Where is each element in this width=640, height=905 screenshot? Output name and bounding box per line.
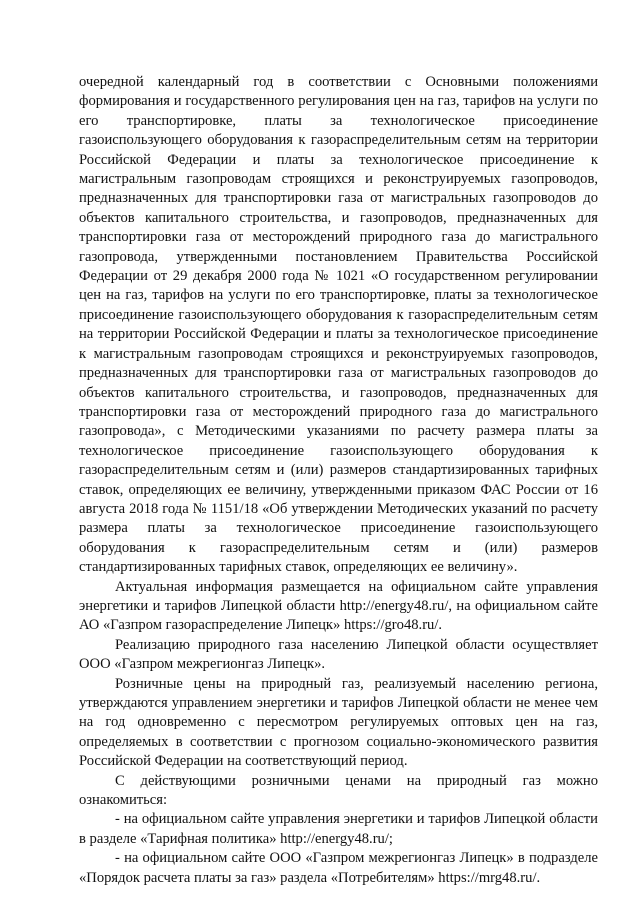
document-page bbox=[79, 73, 598, 888]
paragraph-gas-supplier: Реализацию природного газа населению Липецкой области осуществляет ООО «Газпром межрегионгаз Липецк». bbox=[79, 636, 598, 673]
paragraph-retail-prices: Розничные цены на природный газ, реализуемый населению региона, утверждаются управлением энергетики и тарифов Липецкой области не менее чем на год одновременно с пересмотром регулируемых оптовых цен на газ, определяемых в соответствии с прогнозом социально-экономического развития Российской Федерации на соответствующий период. bbox=[79, 675, 598, 770]
paragraph-prices-intro: С действующими розничными ценами на природный газ можно ознакомиться: bbox=[79, 772, 598, 809]
paragraph-actual-info: Актуальная информация размещается на официальном сайте управления энергетики и тарифов Липецкой области http://energy48.ru/, на официальном сайте АО «Газпром газораспределение Липецк» https://gro48.ru/. bbox=[79, 578, 598, 634]
list-item-mrg-site: - на официальном сайте ООО «Газпром межрегионгаз Липецк» в подразделе «Порядок расчета платы за газ» раздела «Потребителям» https://mrg48.ru/. bbox=[79, 850, 598, 886]
list-item-energy-site: - на официальном сайте управления энергетики и тарифов Липецкой области в разделе «Тарифная политика» http://energy48.ru/; bbox=[79, 811, 598, 847]
paragraph-regulation-basis: очередной календарный год в соответствии с Основными положениями формирования и государственного регулирования цен на газ, тарифов на услуги по его транспортировке, платы за технологическое присоединение газоиспользующего оборудования к газораспределительным сетям на территории Российской Федерации и платы за технологическое присоединение к магистральным газопроводам строящихся и реконструируемых газопроводов, предназначенных для транспортировки газа от магистральных газопроводов до объектов капитального строительства, и газопроводов, предназначенных для транспортировки газа от месторождений природного газа до магистрального газопровода, утвержденными постановлением Правительства Российской Федерации от 29 декабря 2000 года № 1021 «О государственном регулировании цен на газ, тарифов на услуги по его транспортировке, платы за технологическое присоединение газоиспользующего оборудования к газораспределительным сетям на территории Российской Федерации и платы за технологическое присоединение к магистральным газопроводам строящихся и реконструируемых газопроводов, предназначенных для транспортировки газа от магистральных газопроводов до объектов капитального строительства, и газопроводов, предназначенных для транспортировки газа от месторождений природного газа до магистрального газопровода», с Методическими указаниями по расчету размера платы за технологическое присоединение газоиспользующего оборудования к газораспределительным сетям и (или) размеров стандартизированных тарифных ставок, определяющих ее величину, утвержденными приказом ФАС России от 16 августа 2018 года № 1151/18 «Об утверждении Методических указаний по расчету размера платы за технологическое присоединение газоиспользующего оборудования к газораспределительным сетям и (или) размеров стандартизированных тарифных ставок, определяющих ее величину». bbox=[79, 74, 598, 576]
